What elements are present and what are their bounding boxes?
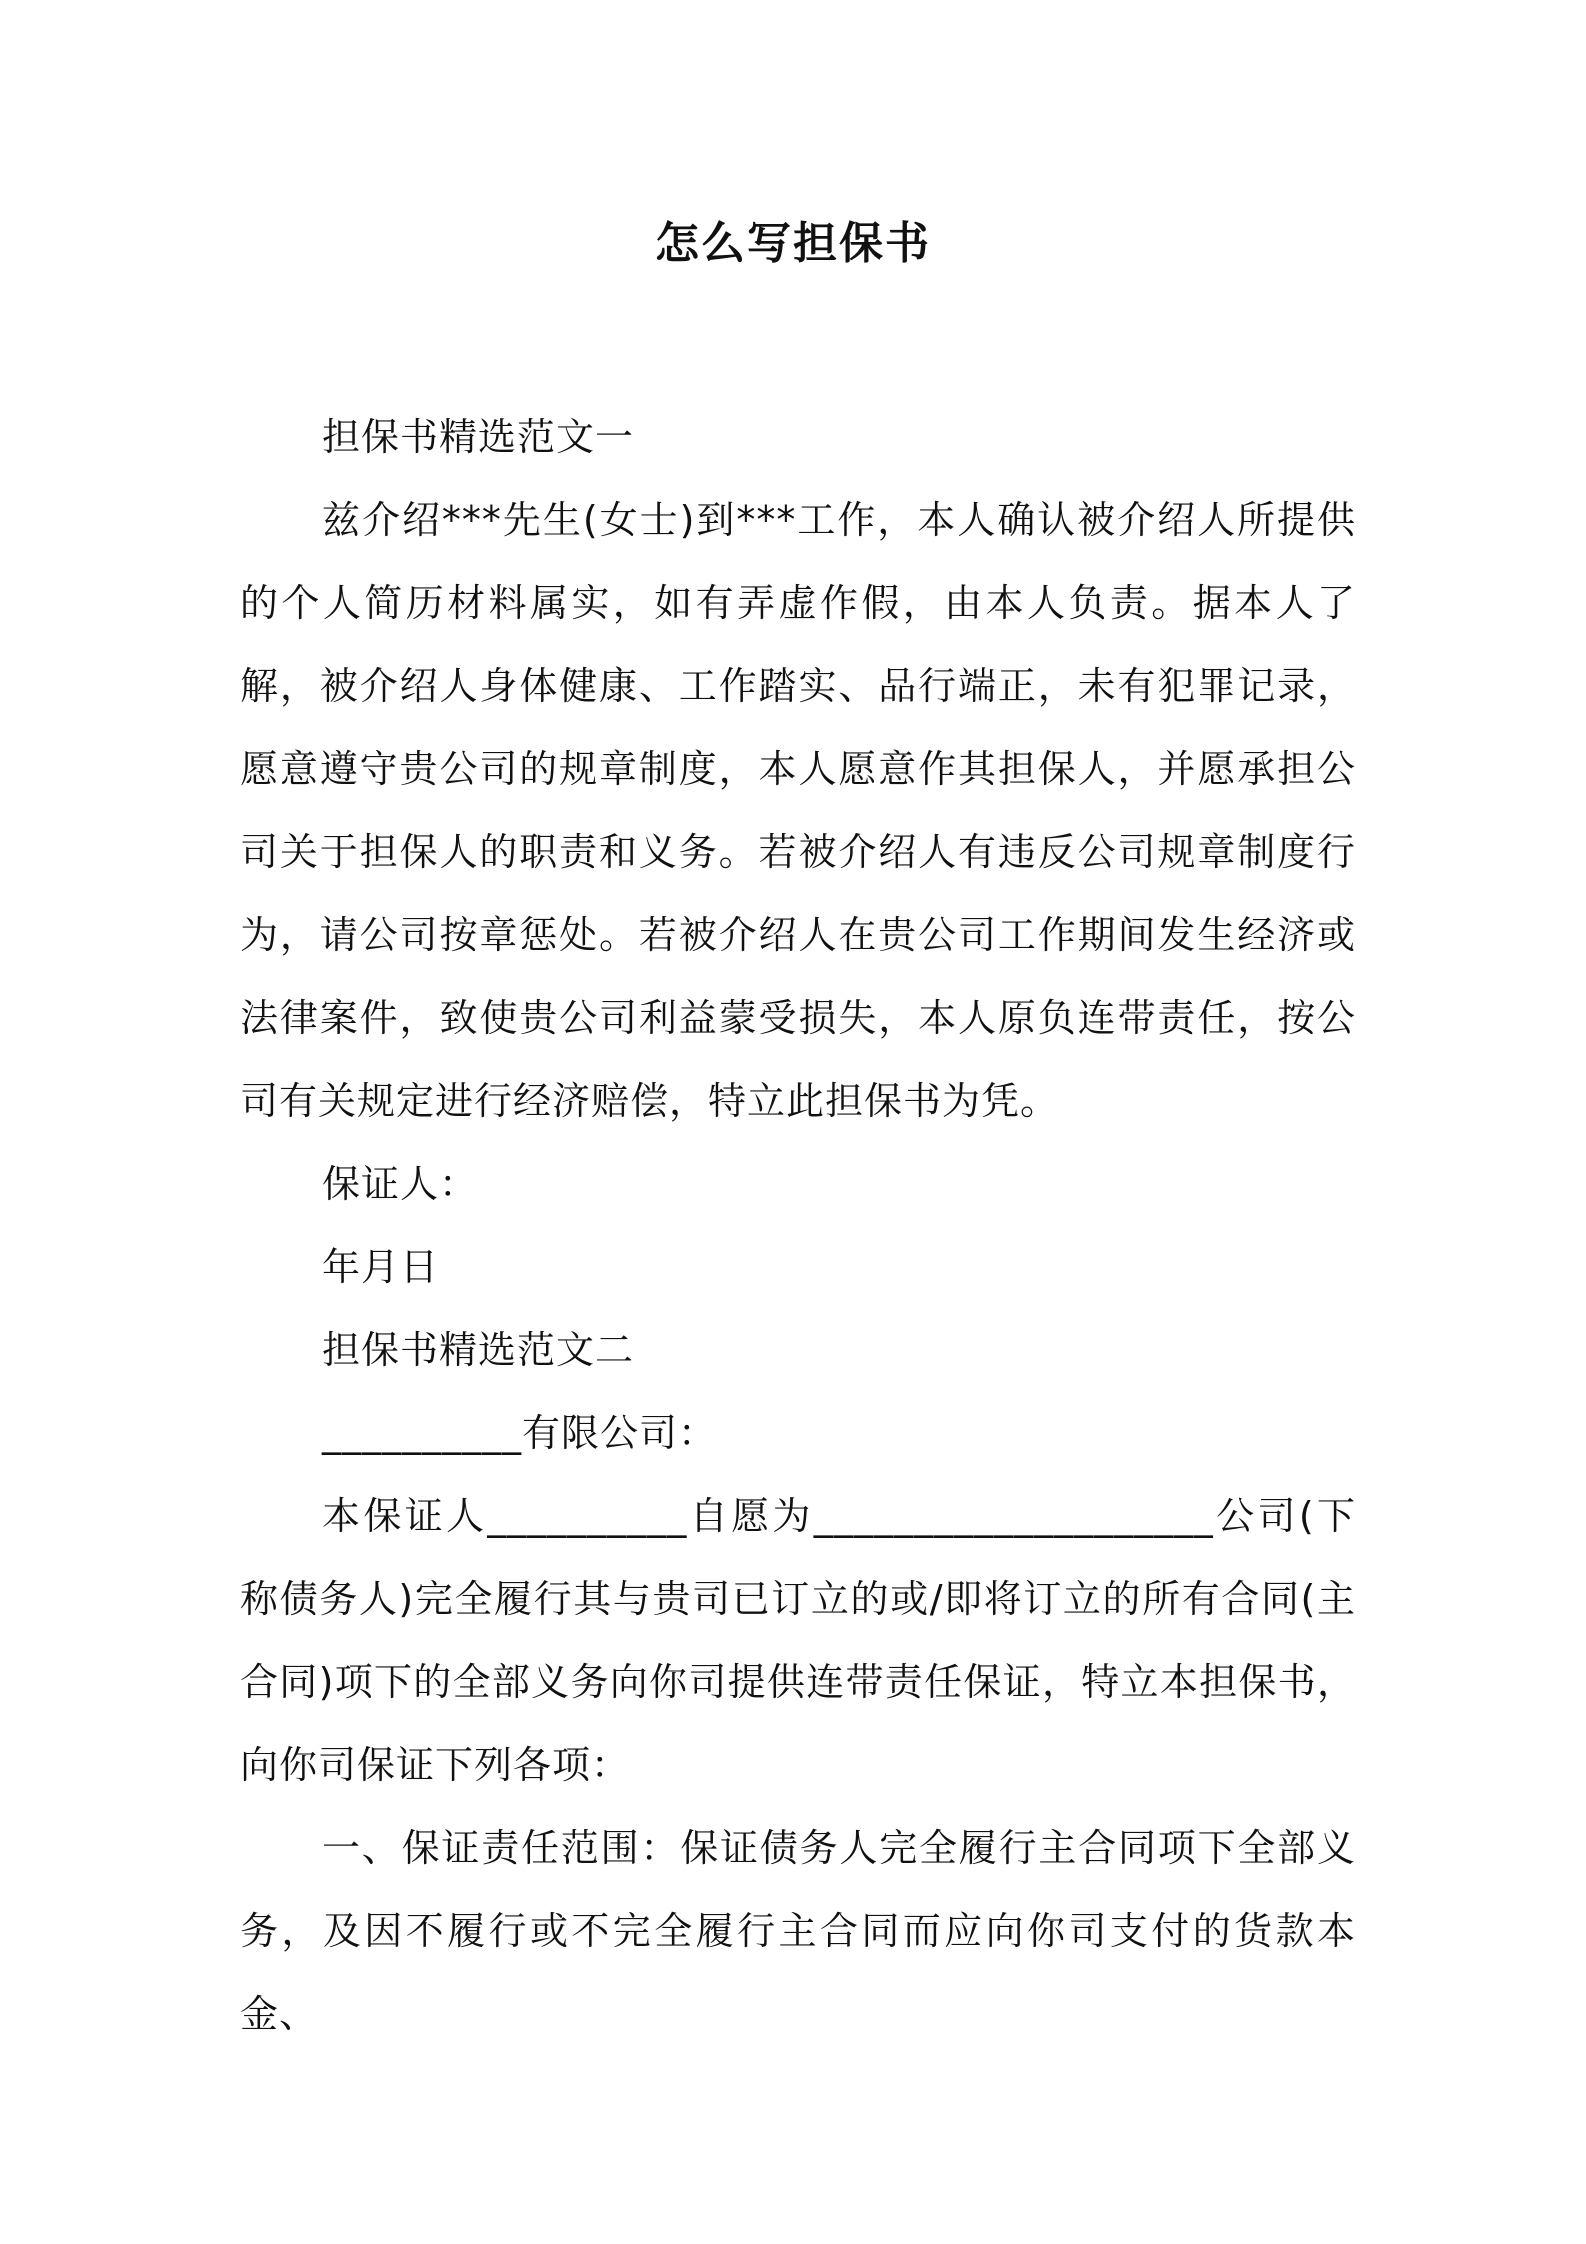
date-line: 年月日 xyxy=(322,1245,440,1289)
paragraph-guarantee-statement: 本保证人__________自愿为____________________公司(下称债务人)完全履行其与贵司已订立的或/即将订立的所有合同(主合同)项下的全部义务向你司提供连带责任保证，特立本担保书，向你司保证下列各项： xyxy=(240,1494,1356,1787)
section-heading-sample-two: 担保书精选范文二 xyxy=(322,1328,635,1372)
document-body xyxy=(240,396,1356,2056)
guarantor-signature-line: 保证人： xyxy=(322,1162,479,1206)
section-heading-sample-one: 担保书精选范文一 xyxy=(322,415,635,459)
addressee-line: __________有限公司： xyxy=(322,1411,718,1455)
paragraph-introduction-guarantee: 兹介绍***先生(女士)到***工作，本人确认被介绍人所提供的个人简历材料属实，如有弄虚作假，由本人负责。据本人了解，被介绍人身体健康、工作踏实、品行端正，未有犯罪记录，愿意遵守贵公司的规章制度，本人愿意作其担保人，并愿承担公司关于担保人的职责和义务。若被介绍人有违反公司规章制度行为，请公司按章惩处。若被介绍人在贵公司工作期间发生经济或法律案件，致使贵公司利益蒙受损失，本人原负连带责任，按公司有关规定进行经济赔偿，特立此担保书为凭。 xyxy=(240,498,1356,1123)
document-title: 怎么写担保书 xyxy=(655,218,931,269)
paragraph-scope-of-guarantee: 一、保证责任范围：保证债务人完全履行主合同项下全部义务，及因不履行或不完全履行主合同而应向你司支付的货款本金、 xyxy=(240,1826,1356,2036)
